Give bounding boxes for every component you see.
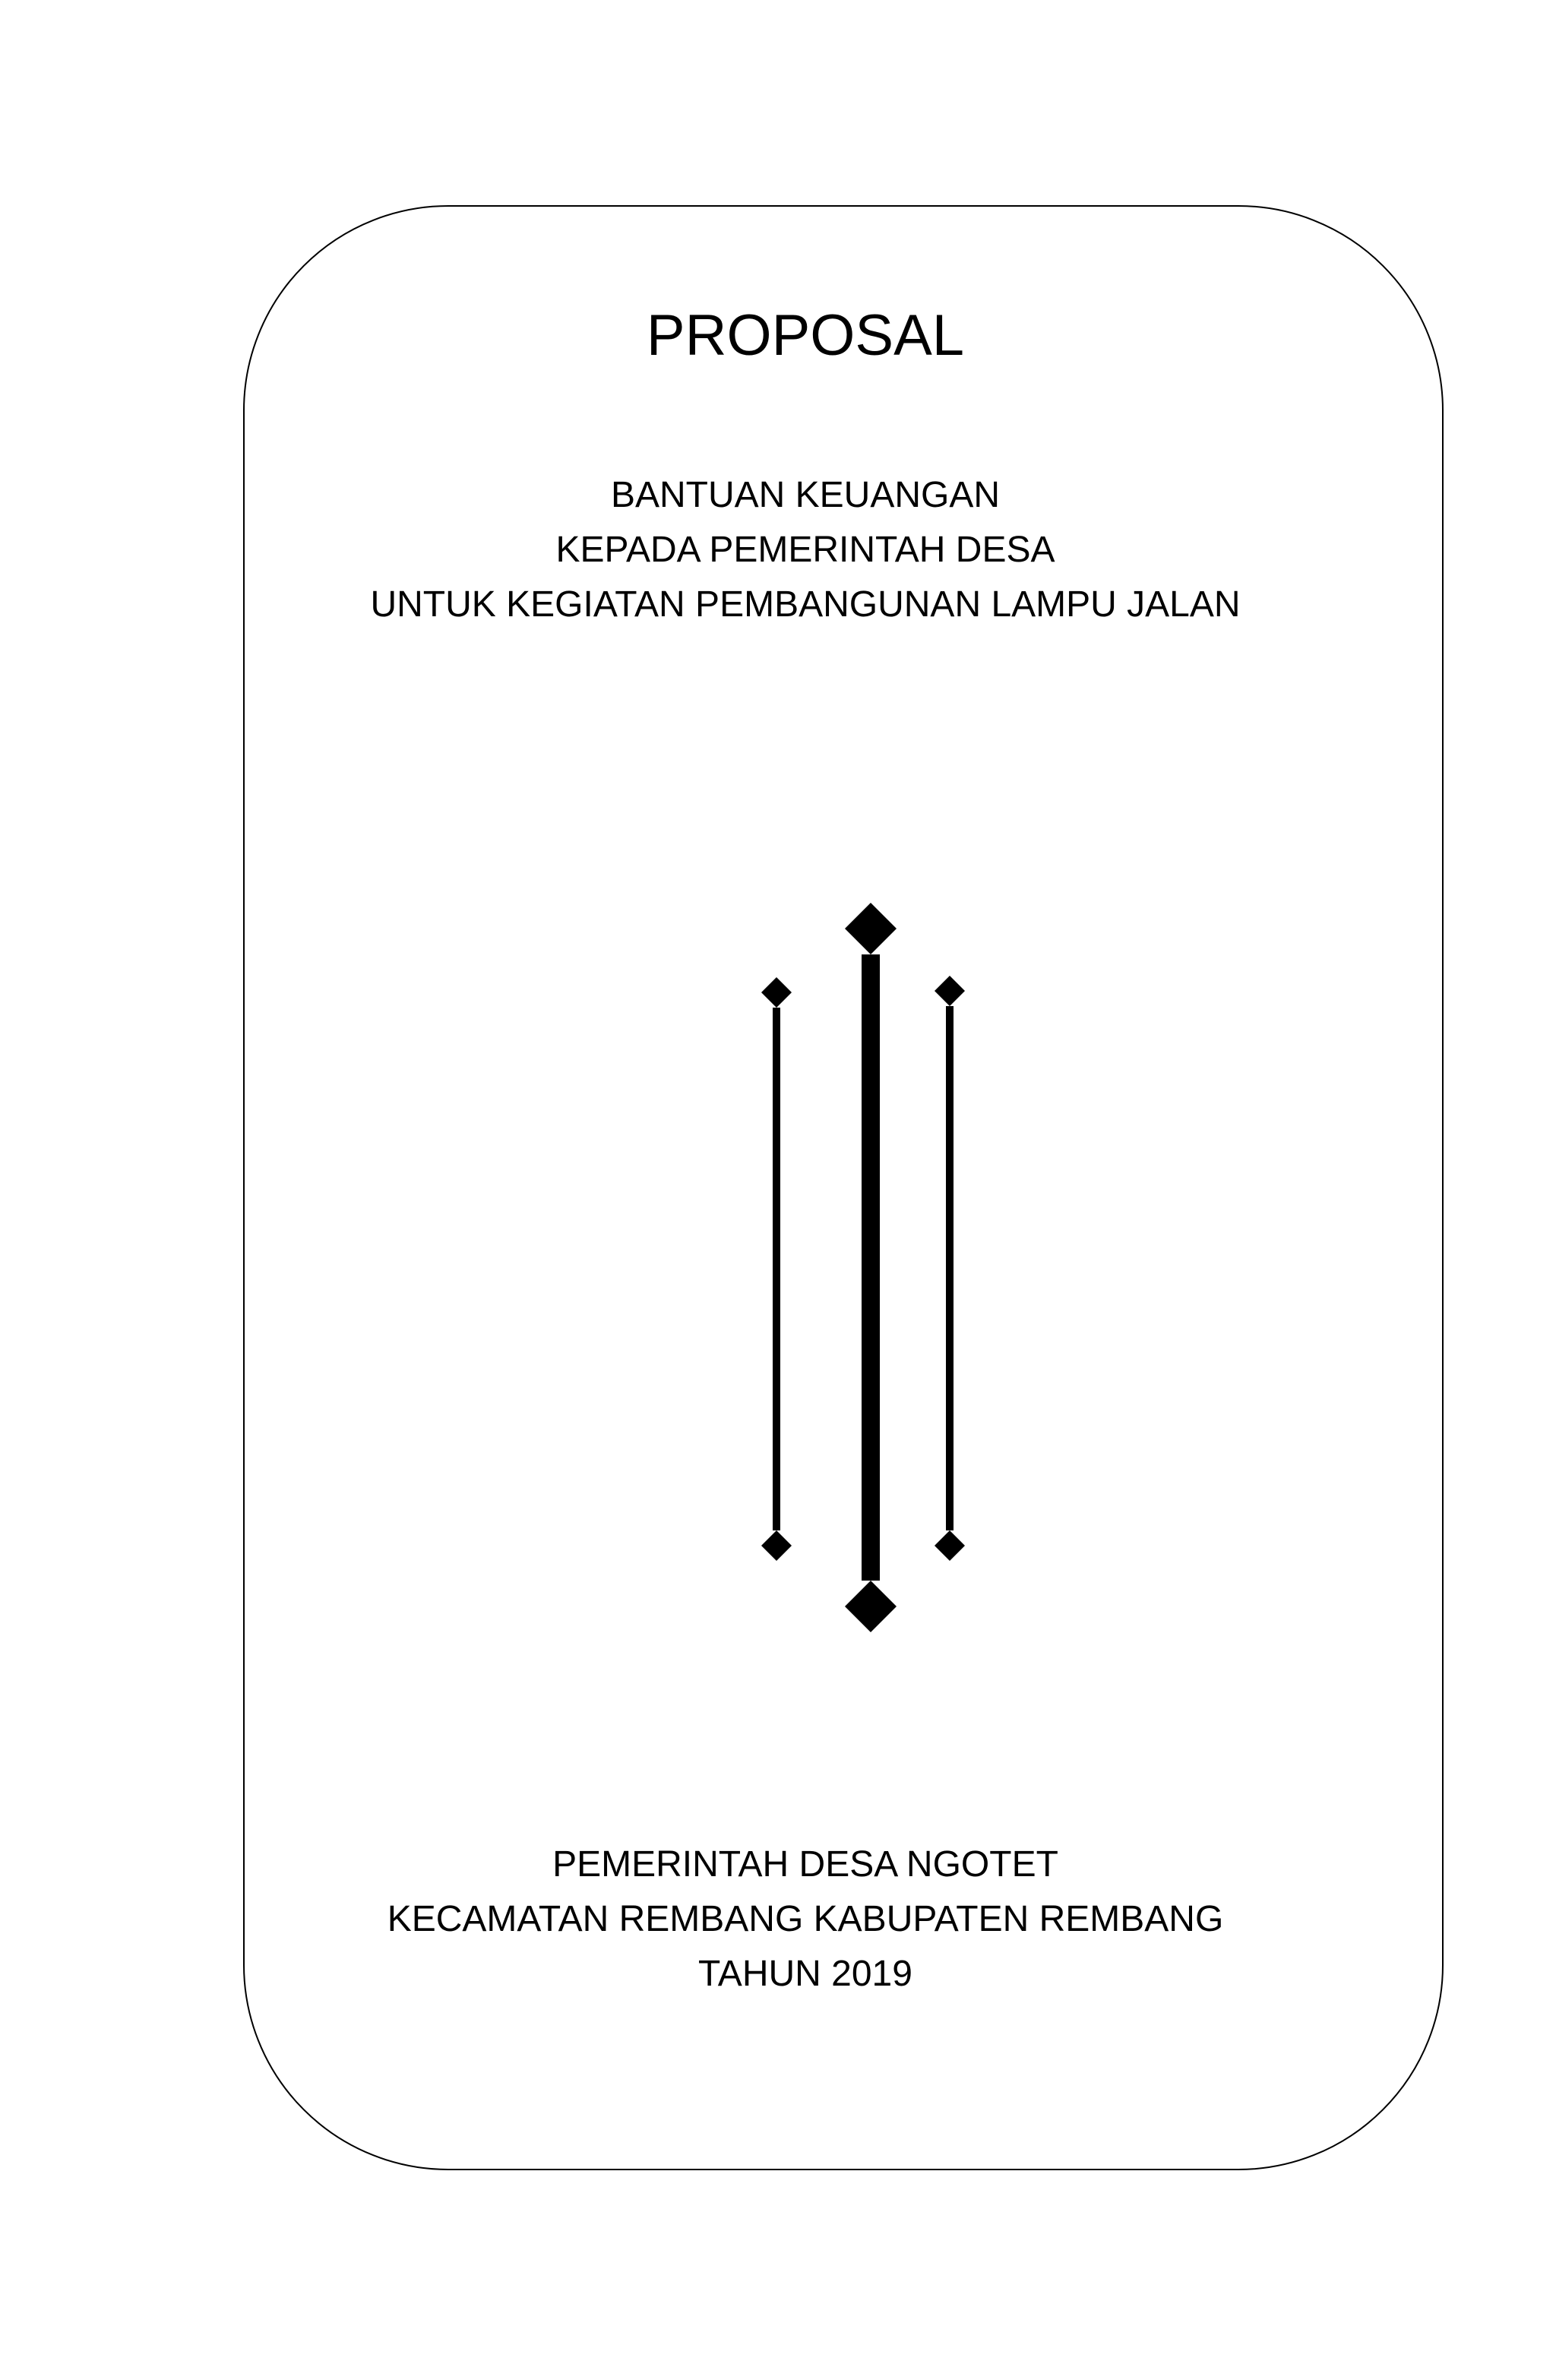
issuer-line: PEMERINTAH DESA NGOTET bbox=[552, 1844, 1058, 1885]
subtitle-line: BANTUAN KEUANGAN bbox=[610, 475, 1001, 515]
issuer-block bbox=[0, 1837, 1556, 2002]
proposal-subtitle bbox=[0, 468, 1556, 632]
right-bar-ornament bbox=[935, 976, 965, 1561]
bar-line bbox=[862, 954, 880, 1581]
issuer-line: KECAMATAN REMBANG KABUPATEN REMBANG bbox=[387, 1899, 1224, 1939]
diamond-icon bbox=[935, 1530, 965, 1561]
bar-line bbox=[773, 1008, 780, 1530]
diamond-icon bbox=[761, 1530, 792, 1561]
diamond-icon bbox=[845, 1581, 897, 1632]
subtitle-line: UNTUK KEGIATAN PEMBANGUNAN LAMPU JALAN bbox=[370, 584, 1241, 625]
diamond-icon bbox=[935, 976, 965, 1006]
center-bar-ornament bbox=[845, 903, 897, 1632]
issuer-line: TAHUN 2019 bbox=[698, 1954, 912, 1994]
left-bar-ornament bbox=[761, 977, 792, 1561]
diamond-icon bbox=[845, 903, 897, 954]
bar-line bbox=[946, 1006, 954, 1530]
page-title: PROPOSAL bbox=[646, 303, 965, 368]
subtitle-line: KEPADA PEMERINTAH DESA bbox=[555, 530, 1055, 570]
ornament-icon bbox=[745, 889, 972, 1634]
diamond-icon bbox=[761, 977, 792, 1008]
